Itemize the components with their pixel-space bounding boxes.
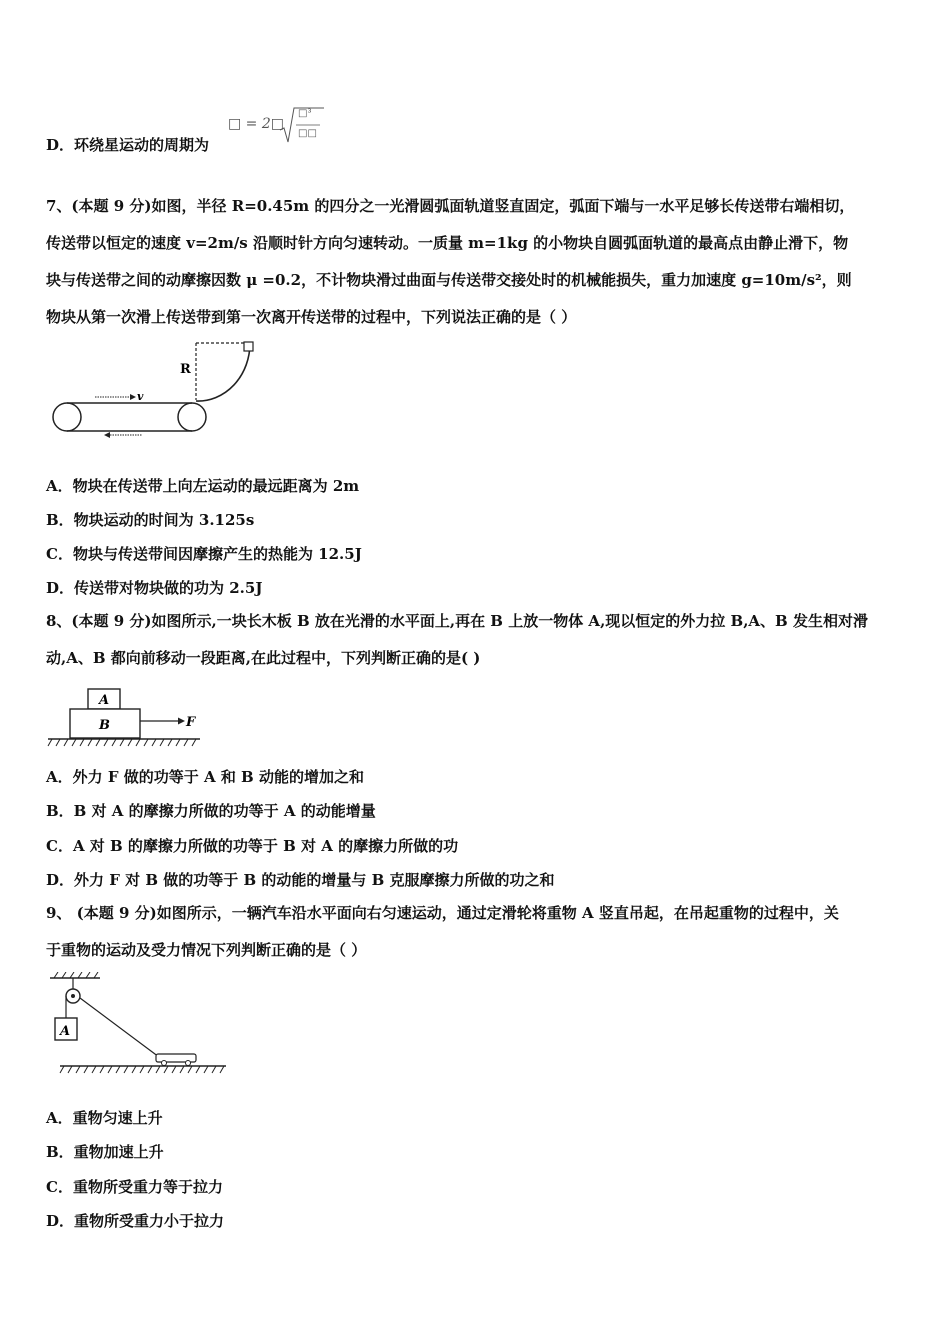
q8-figure-blocks [44,684,209,750]
q7-option-b: B．物块运动的时间为 3.125s [46,511,255,529]
q8-ground-hatch [48,739,196,746]
q8-line-2: 动,A、B 都向前移动一段距离,在此过程中，下列判断正确的是( ) [46,649,481,667]
q6-formula-lhs: □ = 2□ [228,116,284,132]
q9-option-d: D．重物所受重力小于拉力 [46,1212,225,1230]
q7-option-c: C．物块与传送带间因摩擦产生的热能为 12.5J [46,545,362,563]
q9-label-A: A [60,1024,71,1039]
q7-line-2: 传送带以恒定的速度 v=2m/s 沿顺时针方向匀速转动。一质量 m=1kg 的小物块自圆弧面轨道的最高点由静止滑下，物 [46,234,849,252]
q9-stem [46,895,908,969]
q8-option-b: B．B 对 A 的摩擦力所做的功等于 A 的动能增量 [46,802,376,820]
q6-option-d [46,135,209,155]
q6-formula [228,104,328,148]
q7-stem [46,188,908,336]
q8-label-B: B [99,718,110,733]
q8-label-A: A [99,693,110,708]
q9-line-2: 于重物的运动及受力情况下列判断正确的是（ ） [46,941,367,959]
q9-ceiling-hatch [54,972,98,978]
q7-line-1: 7、(本题 9 分)如图，半径 R=0.45m 的四分之一光滑圆弧面轨道竖直固定，弧面下端与一水平足够长传送带右端相切， [46,197,855,215]
q6-formula-den: □□ [298,128,317,139]
q9-figure-pulley [44,972,229,1077]
q9-line-1: 9、 (本题 9 分)如图所示，一辆汽车沿水平面向右匀速运动，通过定滑轮将重物 A 竖直吊起，在吊起重物的过程中，关 [46,904,839,922]
q8-line-1: 8、(本题 9 分)如图所示,一块长木板 B 放在光滑的水平面上,再在 B 上放一物体 A,现以恒定的外力拉 B,A、B 发生相对滑 [46,612,868,630]
q8-option-d: D．外力 F 对 B 做的功等于 B 的动能的增量与 B 克服摩擦力所做的功之和 [46,871,555,889]
sqrt-sign-icon [228,104,328,148]
q9-ground-hatch [60,1066,224,1073]
q7-line-4: 物块从第一次滑上传送带到第一次离开传送带的过程中，下列说法正确的是（ ） [46,308,577,326]
q8-option-a: A．外力 F 做的功等于 A 和 B 动能的增加之和 [46,768,364,786]
q7-option-a: A．物块在传送带上向左运动的最远距离为 2m [46,477,360,495]
q9-option-b: B．重物加速上升 [46,1143,164,1161]
q6-formula-num: □³ [298,108,312,119]
q8-option-c: C．A 对 B 的摩擦力所做的功等于 B 对 A 的摩擦力所做的功 [46,837,459,855]
q7-label-R: R [180,362,191,377]
q9-option-a: A．重物匀速上升 [46,1109,163,1127]
q8-label-F: F [186,715,196,730]
q7-figure-conveyor [50,338,270,443]
q6-option-d-text: D．环绕星运动的周期为 [46,136,210,154]
q9-option-c: C．重物所受重力等于拉力 [46,1178,223,1196]
q7-label-v: v [137,390,144,403]
q8-stem [46,603,908,677]
q7-line-3: 块与传送带之间的动摩擦因数 μ =0.2，不计物块滑过曲面与传送带交接处时的机械能损失，重力加速度 g=10m/s²，则 [46,271,852,289]
q7-block [244,342,253,351]
q7-option-d: D．传送带对物块做的功为 2.5J [46,579,263,597]
